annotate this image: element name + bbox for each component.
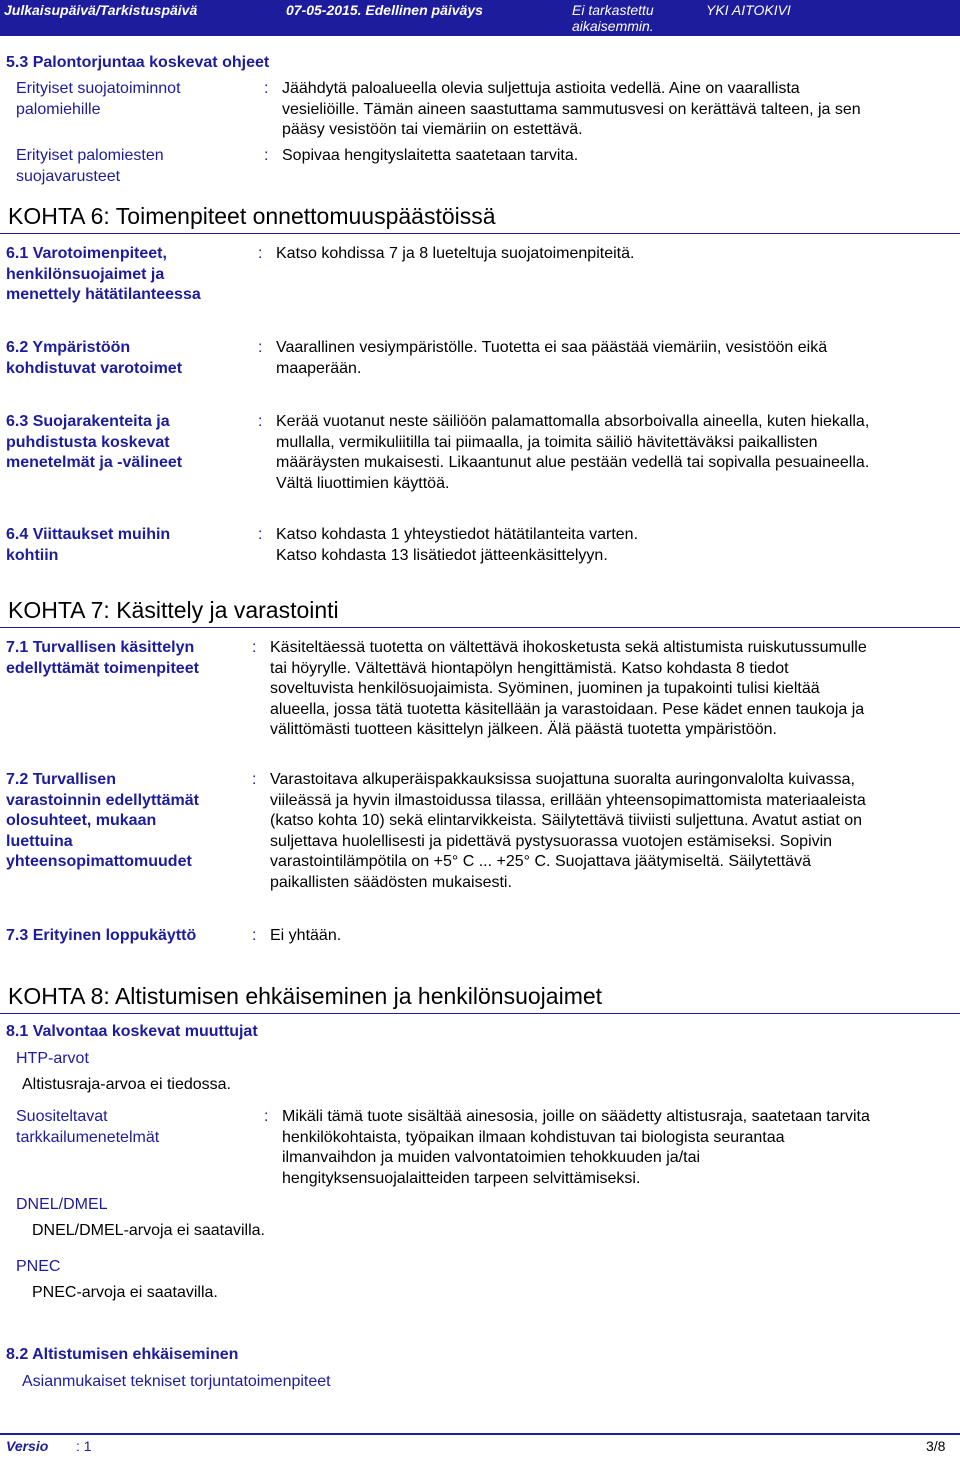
section-7-2-text bbox=[270, 770, 866, 893]
text-line: viileässä ja hyvin ilmastoidussa tilassa, erillään yhteensopimattomista materiaaleista bbox=[270, 791, 866, 809]
section-6-3-text bbox=[276, 412, 869, 494]
section-6-4-label bbox=[6, 525, 170, 566]
text-line: Katso kohdissa 7 ja 8 lueteltuja suojatoimenpiteitä. bbox=[276, 245, 635, 262]
text-line: alueella, jossa tätä tuotetta käsitellään ja varastoidaan. Pese kädet ennen taukoja ja bbox=[270, 700, 865, 718]
colon: : bbox=[252, 927, 257, 944]
label-line: Erityiset palomiesten bbox=[16, 147, 164, 164]
text-line: Kerää vuotanut neste säiliöön palamattomalla absorboivalla aineella, kuten hiekalla, bbox=[276, 413, 870, 430]
label-line: Erityiset suojatoiminnot bbox=[16, 80, 181, 97]
monitoring-methods-text bbox=[282, 1107, 870, 1189]
label-line: kohdistuvat varotoimet bbox=[6, 359, 183, 377]
label-line: 6.1 Varotoimenpiteet, bbox=[6, 245, 167, 262]
colon: : bbox=[258, 339, 263, 356]
header-product-name: YKI AITOKIVI bbox=[706, 2, 791, 18]
text-line: Käsiteltäessä tuotetta on vältettävä ihokosketusta sekä altistumista ruiskutussumulle bbox=[270, 639, 867, 656]
footer-version-value: : 1 bbox=[76, 1438, 92, 1454]
label-line: Suositeltavat bbox=[16, 1108, 108, 1125]
firefighter-equipment-text bbox=[282, 146, 578, 167]
text-line: mullalla, vermikuliitilla tai piimaalla, ja toimita säiliö hävitettäväksi paikallisten bbox=[276, 433, 818, 451]
footer-divider bbox=[0, 1433, 960, 1435]
label-line: 6.3 Suojarakenteita ja bbox=[6, 413, 170, 430]
section-7-1-text bbox=[270, 638, 867, 741]
label-line: tarkkailumenetelmät bbox=[16, 1128, 160, 1146]
section-6-1-label bbox=[6, 244, 201, 306]
text-line: varastointilämpötila on +5° C ... +25° C. Suojattava jäätymiseltä. Säilytettävä bbox=[270, 853, 812, 870]
section-divider bbox=[0, 627, 960, 628]
htp-text: Altistusraja-arvoa ei tiedossa. bbox=[22, 1076, 231, 1093]
text-line: määräysten mukaisesti. Likaantunut alue pestään vedellä tai sopivalla pesuaineella. bbox=[276, 454, 870, 471]
text-line: välittömästi tuotteen käsittelyn jälkeen. Älä päästä tuotetta ympäristöön. bbox=[270, 721, 777, 738]
technical-controls-label: Asianmukaiset tekniset torjuntatoimenpiteet bbox=[22, 1373, 331, 1390]
text-line: Sopivaa hengityslaitetta saatetaan tarvita. bbox=[282, 147, 579, 164]
colon: : bbox=[264, 147, 269, 164]
section-7-2-label bbox=[6, 770, 199, 873]
pnec-text: PNEC-arvoja ei saatavilla. bbox=[32, 1284, 218, 1301]
section-8-2-title: 8.2 Altistumisen ehkäiseminen bbox=[6, 1346, 239, 1363]
label-line: luettuina bbox=[6, 832, 73, 850]
section-8-heading: KOHTA 8: Altistumisen ehkäiseminen ja henkilönsuojaimet bbox=[8, 983, 603, 1009]
section-7-heading: KOHTA 7: Käsittely ja varastointi bbox=[8, 597, 339, 623]
dnel-text: DNEL/DMEL-arvoja ei saatavilla. bbox=[32, 1222, 265, 1239]
label-line: suojavarusteet bbox=[16, 167, 121, 185]
page-header bbox=[0, 0, 960, 36]
text-line: hengityksensuojalaitteiden tarpeen selvittämiseksi. bbox=[282, 1169, 641, 1187]
fire-special-actions-text bbox=[282, 79, 861, 141]
section-6-3-label bbox=[6, 412, 182, 474]
htp-label: HTP-arvot bbox=[16, 1050, 89, 1067]
label-line: 7.1 Turvallisen käsittelyn bbox=[6, 639, 195, 656]
text-line: henkilökohtaista, työpaikan ilmaan kohdistuvan tai biologista seurantaa bbox=[282, 1128, 785, 1146]
label-line: menetelmät ja -välineet bbox=[6, 454, 183, 471]
label-line: henkilönsuojaimet ja bbox=[6, 265, 165, 283]
text-line: soveltuvista henkilösuojaimista. Syöminen, juominen ja tupakointi tulisi kieltää bbox=[270, 680, 820, 697]
label-line: yhteensopimattomuudet bbox=[6, 853, 192, 870]
section-8-1-title: 8.1 Valvontaa koskevat muuttujat bbox=[6, 1023, 258, 1040]
text-line: tai höyrylle. Vältettävä hiontapölyn hengittämistä. Katso kohdasta 8 tiedot bbox=[270, 659, 789, 677]
dnel-label: DNEL/DMEL bbox=[16, 1196, 108, 1213]
label-line: 6.4 Viittaukset muihin bbox=[6, 526, 171, 543]
pnec-label: PNEC bbox=[16, 1258, 61, 1275]
text-line: Jäähdytä paloalueella olevia suljettuja astioita vedellä. Aine on vaarallista bbox=[282, 80, 800, 97]
label-line: varastoinnin edellyttämät bbox=[6, 791, 199, 809]
text-line: pääsy vesistöön tai viemäriin on estettävä. bbox=[282, 121, 583, 138]
text-line: (katso kohta 10) sekä elintarvikkeista. Säilytettävä tiiviisti suljettuna. Avatut astiat on bbox=[270, 812, 862, 829]
label-line: 6.2 Ympäristöön bbox=[6, 339, 131, 356]
header-date-value: 07-05-2015. Edellinen päiväys bbox=[286, 2, 483, 18]
text-line: Ei yhtään. bbox=[270, 927, 342, 944]
footer-page-number: 3/8 bbox=[926, 1438, 946, 1454]
section-7-3-text bbox=[270, 926, 341, 947]
section-6-heading: KOHTA 6: Toimenpiteet onnettomuuspäästöissä bbox=[8, 203, 496, 229]
label-line: palomiehille bbox=[16, 100, 101, 118]
label-line: edellyttämät toimenpiteet bbox=[6, 659, 199, 677]
section-divider bbox=[0, 233, 960, 234]
text-line: Katso kohdasta 13 lisätiedot jätteenkäsittelyyn. bbox=[276, 546, 608, 564]
label-line: 7.2 Turvallisen bbox=[6, 771, 116, 788]
colon: : bbox=[252, 771, 257, 788]
section-6-4-text bbox=[276, 525, 638, 566]
text-line: Katso kohdasta 1 yhteystiedot hätätilanteita varten. bbox=[276, 526, 639, 543]
header-status-line1: Ei tarkastettu bbox=[572, 2, 654, 18]
section-6-2-label bbox=[6, 338, 182, 379]
section-5-3-title: 5.3 Palontorjuntaa koskevat ohjeet bbox=[6, 54, 270, 71]
text-line: maaperään. bbox=[276, 359, 362, 377]
colon: : bbox=[264, 80, 269, 97]
text-line: suljettava huolellisesti ja pidettävä pystysuorassa vuotojen estämiseksi. Sopivin bbox=[270, 832, 833, 850]
colon: : bbox=[258, 413, 263, 430]
label-line: menettely hätätilanteessa bbox=[6, 286, 201, 303]
footer-version-label: Versio bbox=[6, 1438, 49, 1454]
header-date-label: Julkaisupäivä/Tarkistuspäivä bbox=[4, 2, 198, 18]
colon: : bbox=[258, 245, 263, 262]
section-7-1-label bbox=[6, 638, 199, 679]
header-status-line2: aikaisemmin. bbox=[572, 18, 654, 34]
label-line: puhdistusta koskevat bbox=[6, 433, 170, 451]
text-line: Vaarallinen vesiympäristölle. Tuotetta ei saa päästää viemäriin, vesistöön eikä bbox=[276, 339, 828, 356]
text-line: Varastoitava alkuperäispakkauksissa suojattuna suoralta auringonvalolta kuivassa, bbox=[270, 771, 855, 788]
colon: : bbox=[258, 526, 263, 543]
text-line: ilmanvaihdon ja muiden valvontatoimien tehokkuuden ja/tai bbox=[282, 1149, 701, 1166]
label-line: olosuhteet, mukaan bbox=[6, 812, 157, 829]
text-line: vesieliöille. Tämän aineen saastuttama sammutusvesi on kerättävä talteen, ja sen bbox=[282, 100, 861, 118]
text-line: Mikäli tämä tuote sisältää ainesosia, joille on säädetty altistusraja, saatetaan tarvita bbox=[282, 1108, 870, 1125]
section-6-2-text bbox=[276, 338, 827, 379]
section-7-3-label bbox=[6, 926, 196, 947]
section-divider bbox=[0, 1013, 960, 1014]
label-line: 7.3 Erityinen loppukäyttö bbox=[6, 927, 197, 944]
label-line: kohtiin bbox=[6, 546, 59, 564]
section-6-1-text bbox=[276, 244, 634, 265]
text-line: Vältä liuottimien käyttöä. bbox=[276, 474, 450, 492]
colon: : bbox=[252, 639, 257, 656]
firefighter-equipment-label bbox=[16, 146, 164, 187]
text-line: paikallisten säädösten mukaisesti. bbox=[270, 873, 512, 891]
colon: : bbox=[264, 1108, 269, 1125]
fire-special-actions-label bbox=[16, 79, 181, 120]
monitoring-methods-label bbox=[16, 1107, 159, 1148]
